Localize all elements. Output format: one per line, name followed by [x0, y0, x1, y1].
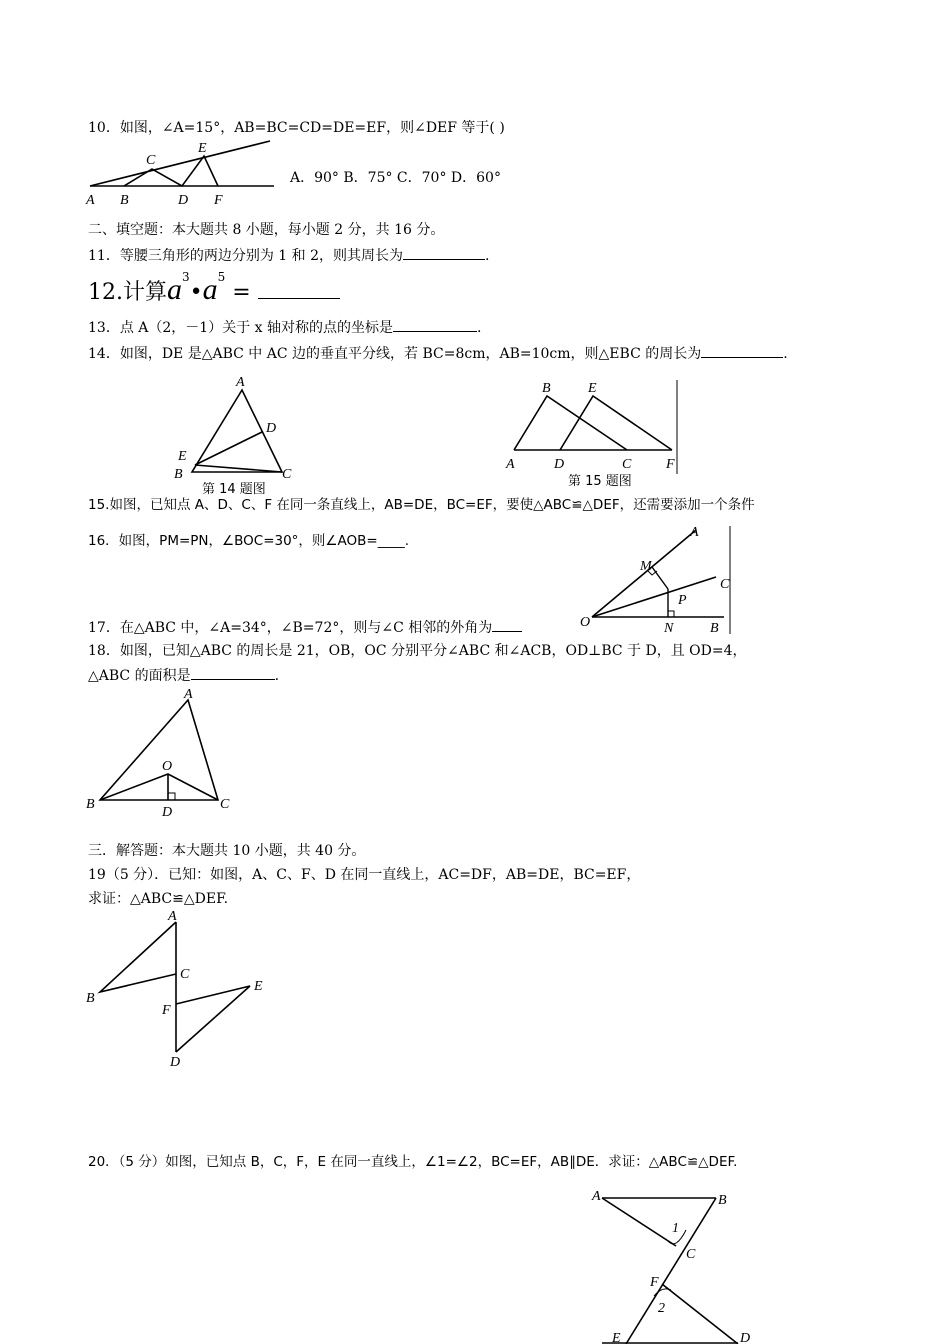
q18-label-c: C: [220, 797, 230, 812]
q19-label-e: E: [254, 979, 263, 994]
q15-label-d: D: [554, 457, 565, 472]
q20-label-f: F: [650, 1275, 659, 1290]
q10-figure: [86, 138, 286, 210]
section3-heading: 三．解答题：本大题共 10 小题，共 40 分。: [88, 843, 366, 859]
q12-exp-2: 5: [217, 270, 226, 284]
q14: 14．如图，DE 是△ABC 中 AC 边的垂直平分线，若 BC=8cm，AB=10cm，则△EBC 的周长为 .: [88, 343, 788, 364]
q19-line1: 19（5 分）．已知：如图，A、C、F、D 在同一直线上，AC=DF，AB=DE，BC=EF，: [88, 867, 641, 883]
q12-base-2: a: [202, 273, 218, 306]
q10-label-a: A: [86, 193, 95, 208]
q15-label-c: C: [622, 457, 632, 472]
q13-answer-blank: [393, 317, 477, 332]
q15-caption: 第 15 题图: [568, 474, 632, 489]
q18-label-d: D: [162, 805, 173, 820]
q10-label-d: D: [178, 193, 189, 208]
q19-label-f: F: [162, 1003, 171, 1018]
q16-label-o: O: [580, 615, 591, 630]
q10-label-b: B: [120, 193, 129, 208]
section2-heading: 二、填空题：本大题共 8 小题，每小题 2 分，共 16 分。: [88, 222, 445, 238]
q17-answer-blank: [492, 617, 522, 632]
q16-label-n: N: [664, 621, 674, 636]
q15-label-b: B: [542, 381, 551, 396]
q18-line2-text: △ABC 的面积是: [88, 668, 191, 684]
q18-label-b: B: [86, 797, 95, 812]
q12-base-1: a: [167, 273, 182, 306]
q14-caption: 第 14 题图: [202, 482, 266, 497]
q16-label-p: P: [678, 593, 687, 608]
q18-answer-blank: [191, 665, 275, 680]
q20-label-1: 1: [672, 1221, 679, 1236]
q15-label-f: F: [666, 457, 675, 472]
q18-label-o: O: [162, 759, 173, 774]
q16-label-m: M: [640, 559, 652, 574]
q11: 11．等腰三角形的两边分别为 1 和 2，则其周长为 .: [88, 245, 489, 266]
q19-label-b: B: [86, 991, 95, 1006]
q14-label-d: D: [266, 421, 277, 436]
q16-label-b: B: [710, 621, 719, 636]
q20-figure: [588, 1186, 758, 1344]
q10-label-f: F: [214, 193, 223, 208]
q19-label-d: D: [170, 1055, 181, 1070]
q13: 13．点 A（2，－1）关于 x 轴对称的点的坐标是 .: [88, 317, 481, 338]
q12-dot: •: [189, 280, 203, 305]
q19-figure: [84, 906, 274, 1072]
q15-label-a: A: [506, 457, 515, 472]
q16-text: 16．如图，PM=PN，∠BOC=30°，则∠AOB=____.: [88, 533, 410, 549]
q10-options: A．90° B．75° C．70° D．60°: [290, 170, 501, 186]
q20-label-c: C: [686, 1247, 696, 1262]
q14-label-a: A: [236, 375, 245, 390]
q13-text: 13．点 A（2，－1）关于 x 轴对称的点的坐标是: [88, 320, 393, 336]
q15-text: 15.如图，已知点 A、D、C、F 在同一条直线上，AB=DE，BC=EF，要使△ABC≌△DEF，还需要添加一个条件: [88, 497, 755, 513]
q19-line2: 求证：△ABC≌△DEF.: [88, 891, 229, 907]
q11-answer-blank: [403, 245, 485, 260]
q12-answer-blank: [258, 280, 340, 299]
q12-prefix: 12.计算: [88, 280, 167, 305]
q14-text: 14．如图，DE 是△ABC 中 AC 边的垂直平分线，若 BC=8cm，AB=10cm，则△EBC 的周长为: [88, 346, 702, 362]
q10-label-e: E: [198, 141, 207, 156]
q11-text: 11．等腰三角形的两边分别为 1 和 2，则其周长为: [88, 248, 403, 264]
q17-text: 17．在△ABC 中，∠A=34°，∠B=72°，则与∠C 相邻的外角为: [88, 620, 493, 636]
q16-label-c: C: [720, 577, 730, 592]
q12-eq: =: [232, 280, 251, 305]
q18-line1: 18．如图，已知△ABC 的周长是 21，OB，OC 分别平分∠ABC 和∠ACB，OD⊥BC 于 D，且 OD=4，: [88, 643, 747, 659]
q10-text: 10．如图，∠A=15°，AB=BC=CD=DE=EF，则∠DEF 等于( ): [88, 120, 505, 136]
q20-label-d: D: [740, 1331, 751, 1344]
q14-label-b: B: [174, 467, 183, 482]
q17: [88, 617, 522, 638]
q12-exp-1: 3: [182, 270, 190, 284]
q10-label-c: C: [146, 153, 156, 168]
q16-figure: [578, 520, 738, 640]
q16-label-a: A: [690, 525, 699, 540]
q14-label-e: E: [178, 449, 187, 464]
q19-label-a: A: [168, 909, 177, 924]
q20-text: 20．（5 分）如图，已知点 B，C，F，E 在同一直线上，∠1=∠2，BC=EF，AB∥DE．求证：△ABC≌△DEF.: [88, 1154, 738, 1170]
q18-line2: △ABC 的面积是 .: [88, 665, 279, 686]
q15-figure: [500, 378, 682, 478]
q20-label-e: E: [612, 1331, 621, 1344]
q20-label-b: B: [718, 1193, 727, 1208]
q12: [88, 270, 340, 307]
q19-label-c: C: [180, 967, 190, 982]
q14-answer-blank: [701, 343, 783, 358]
q15-label-e: E: [588, 381, 597, 396]
q20-label-2: 2: [658, 1301, 665, 1316]
q18-figure: [86, 686, 246, 820]
q18-label-a: A: [184, 687, 193, 702]
q14-label-c: C: [282, 467, 292, 482]
q20-label-a: A: [592, 1189, 601, 1204]
